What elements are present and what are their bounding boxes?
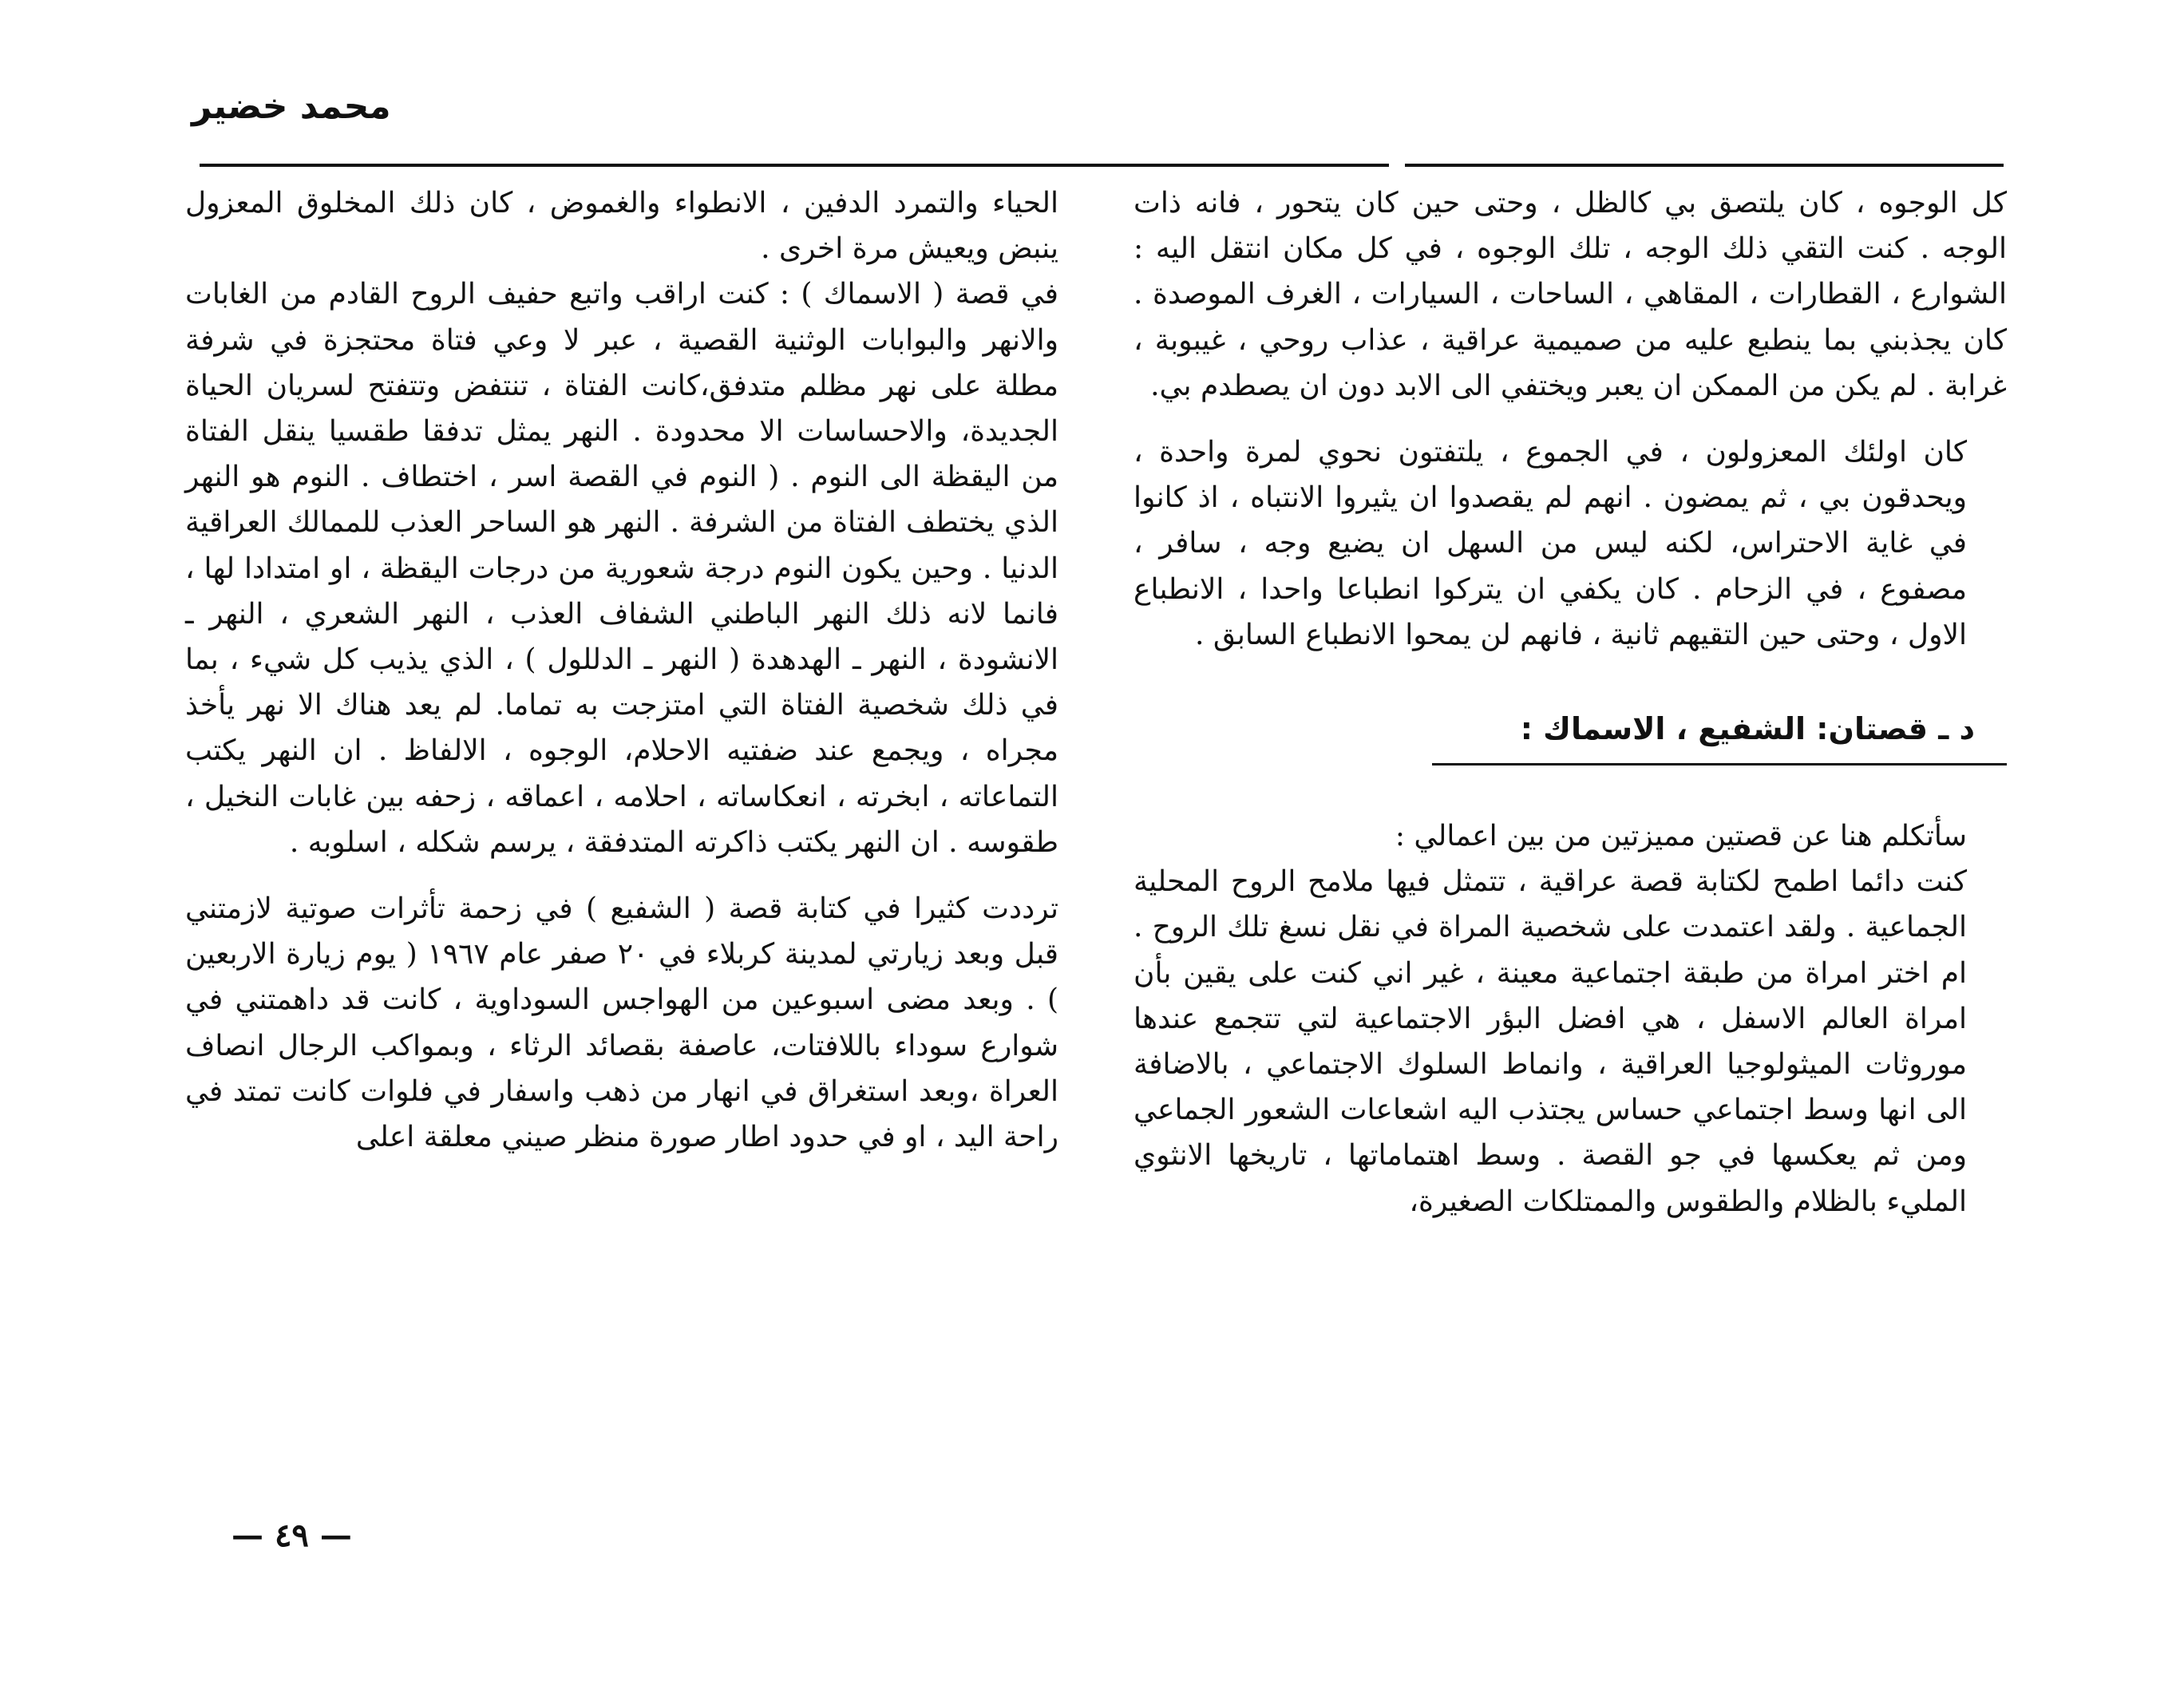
left-column: [185, 180, 1058, 1160]
header-rule-right: [1405, 164, 2004, 167]
header-rule-left: [200, 164, 1389, 167]
paragraph: كل الوجوه ، كان يلتصق بي كالظل ، وحتى حين كان يتحور ، فانه ذات الوجه . كنت التقي ذلك الوجه ، تلك الوجوه ، في كل مكان انتقل اليه : الشوارع ، القطارات ، المقاهي ، الساحات ، السيارات ، الغرف الموصدة . كان يجذبني بما ينطبع عليه من صميمية عراقية ، عذاب روحي ، غيبوبة ، غرابة . لم يكن من الممكن ان يعبر ويختفي الى الابد دون ان يصطدم بي.: [1134, 187, 2007, 402]
paragraph-gap: [185, 865, 1058, 886]
page-number: — ٤٩ —: [231, 1517, 352, 1554]
paragraph: كان اولئك المعزولون ، في الجموع ، يلتفتون نحوي لمرة واحدة ، ويحدقون بي ، ثم يمضون . انهم لم يقصدوا ان يثيروا الانتباه ، اذ كانوا في غاية الاحتراس، لكنه ليس من السهل ان يضيع وجه ، سافر ، مصفوع ، في الزحام . كان يكفي ان يتركوا انطباعا واحدا ، الانطباع الاول ، وحتى حين التقيهم ثانية ، فانهم لن يمحوا الانطباع السابق .: [1134, 436, 1967, 651]
section-gap: [1134, 658, 2007, 706]
paragraph: في قصة ( الاسماك ) : كنت اراقب واتبع حفيف الروح القادم من الغابات والانهر والبوابات الوثنية القصية ، عبر لا وعي فتاة محتجزة في شرفة مطلة على نهر مظلم متدفق،كانت الفتاة ، تنتفض وتتفتح لسريان الحياة الجديدة، والاحساسات الا محدودة . النهر يمثل تدفقا طقسيا ينقل الفتاة من اليقظة الى النوم . ( النوم في القصة اسر ، اختطاف . النوم هو النهر الذي يختطف الفتاة من الشرفة . النهر هو الساحر العذب للممالك العراقية الدنيا . وحين يكون النوم درجة شعورية من درجات اليقظة ، او امتدادا لها ، فانما لانه ذلك النهر الباطني الشفاف العذب ، النهر الشعري ، النهر ـ الانشودة ، النهر ـ الهدهدة ( النهر ـ الدللول ) ، الذي يذيب كل شيء ، بما في ذلك شخصية الفتاة التي امتزجت به تماما. لم يعد هناك الا نهر يأخذ مجراه ، ويجمع عند ضفتيه الاحلام، الوجوه ، الالفاظ . ان النهر يكتب التماعاته ، ابخرته ، انعكاساته ، احلامه ، اعماقه ، زحفه بين غابات النخيل ، طقوسه . ان النهر يكتب ذاكرته المتدفقة ، يرسم شكله ، اسلوبه .: [185, 278, 1058, 859]
paragraph: سأتكلم هنا عن قصتين مميزتين من بين اعمالي :: [1395, 820, 1967, 853]
paragraph: الحياء والتمرد الدفين ، الانطواء والغموض ، كان ذلك المخلوق المعزول ينبض ويعيش مرة اخرى .: [185, 187, 1058, 266]
paragraph-gap: [1134, 409, 2007, 429]
paragraph: ترددت كثيرا في كتابة قصة ( الشفيع ) في زحمة تأثرات صوتية لازمتني قبل وبعد زيارتي لمدينة كربلاء في ٢٠ صفر عام ١٩٦٧ ( يوم زيارة الاربعين ) . وبعد مضى اسبوعين من الهواجس السوداوية ، كانت قد داهمتني في شوارع سوداء باللافتات، عاصفة بقصائد الرثاء ، وبمواكب الرجال انصاف العراة ،وبعد استغراق في انهار من ذهب واسفار في فلوات كانت تمتد في راحة اليد ، او في حدود اطار صورة منظر صيني معلقة اعلى: [185, 892, 1059, 1154]
section-gap: [1134, 765, 2007, 813]
section-heading: د ـ قصتان: الشفيع ، الاسماك :: [1520, 711, 1975, 747]
running-header-author: محمد خضير: [192, 86, 391, 127]
right-column: [1134, 180, 2007, 1224]
paragraph: كنت دائما اطمح لكتابة قصة عراقية ، تتمثل فيها ملامح الروح المحلية الجماعية . ولقد اعتمدت على شخصية المراة في نقل نسغ تلك الروح . ام اختر امراة من طبقة اجتماعية معينة ، غير اني كنت على يقين بأن امراة العالم الاسفل ، هي افضل البؤر الاجتماعية لتي تتجمع عندها موروثات الميثولوجيا العراقية ، وانماط السلوك الاجتماعي ، بالاضافة الى انها وسط اجتماعي حساس يجتذب اليه اشعاعات الشعور الجماعي ومن ثم يعكسها في جو القصة . وسط اهتماماتها ، تاريخها الانثوي المليء بالظلام والطقوس والممتلكات الصغيرة،: [1134, 865, 1968, 1218]
